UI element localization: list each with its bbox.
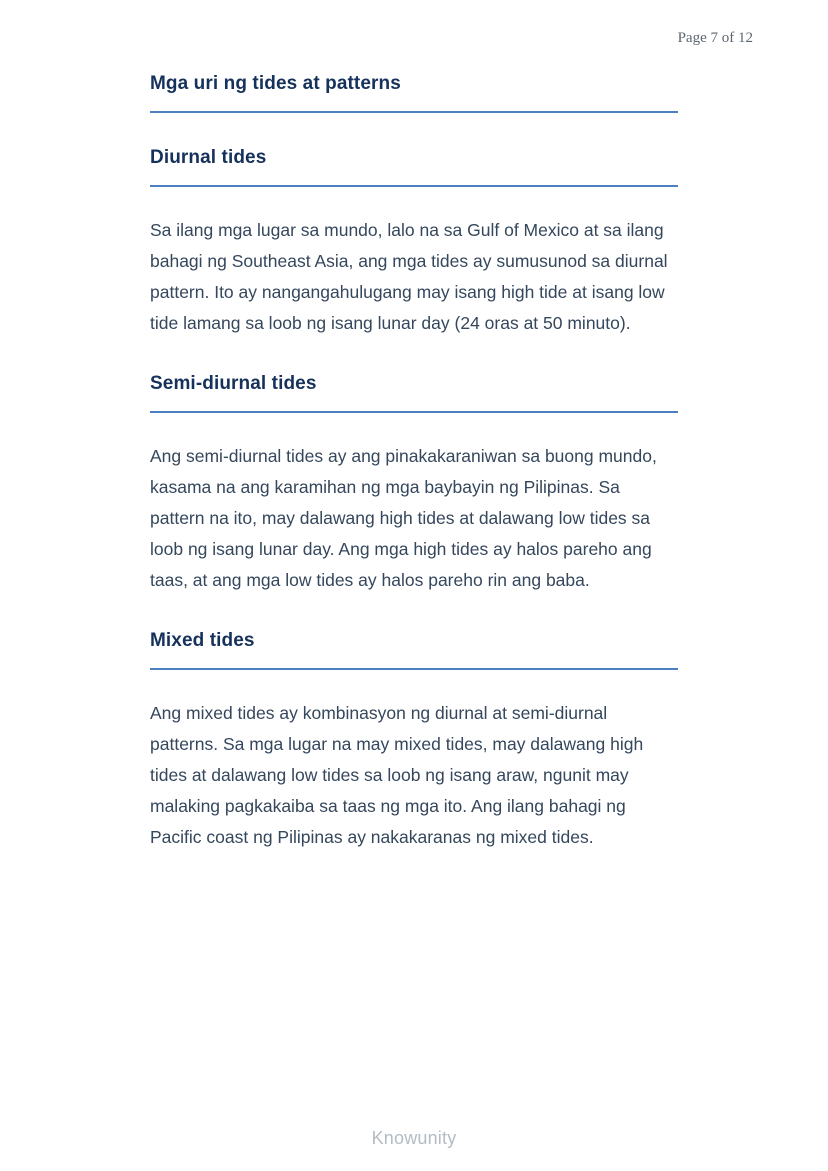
section-semi-diurnal-tides: [150, 372, 678, 596]
section-body-mixed: Ang mixed tides ay kombinasyon ng diurnal at semi-diurnal patterns. Sa mga lugar na may mixed tides, may dalawang high tides at dalawang low tides sa loob ng isang araw, ngunit may malaking pagkakaiba sa taas ng mga ito. Ang ilang bahagi ng Pacific coast ng Pilipinas ay nakakaranas ng mixed tides.: [150, 703, 644, 847]
section-heading-diurnal: Diurnal tides: [150, 147, 267, 168]
section-underline-rule: [150, 668, 678, 670]
document-content: [150, 72, 678, 853]
section-body-diurnal: Sa ilang mga lugar sa mundo, lalo na sa Gulf of Mexico at sa ilang bahagi ng Southeast Asia, ang mga tides ay sumusunod sa diurnal pattern. Ito ay nangangahulugang may isang high tide at isang low tide lamang sa loob ng isang lunar day (24 oras at 50 minuto).: [150, 220, 668, 333]
section-body-semi-diurnal: Ang semi-diurnal tides ay ang pinakakaraniwan sa buong mundo, kasama na ang karamihan ng mga baybayin ng Pilipinas. Sa pattern na ito, may dalawang high tides at dalawang low tides sa loob ng isang lunar day. Ang mga high tides ay halos pareho ang taas, at ang mga low tides ay halos pareho rin ang baba.: [150, 446, 657, 590]
title-underline-rule: [150, 111, 678, 113]
section-heading-semi-diurnal: Semi-diurnal tides: [150, 373, 317, 394]
section-mixed-tides: [150, 629, 678, 853]
section-heading-mixed: Mixed tides: [150, 630, 255, 651]
section-underline-rule: [150, 185, 678, 187]
document-title: Mga uri ng tides at patterns: [150, 73, 401, 94]
section-diurnal-tides: [150, 146, 678, 339]
section-underline-rule: [150, 411, 678, 413]
page-number-indicator: Page 7 of 12: [677, 30, 753, 46]
footer-brand-knowunity: Knowunity: [371, 1128, 457, 1148]
